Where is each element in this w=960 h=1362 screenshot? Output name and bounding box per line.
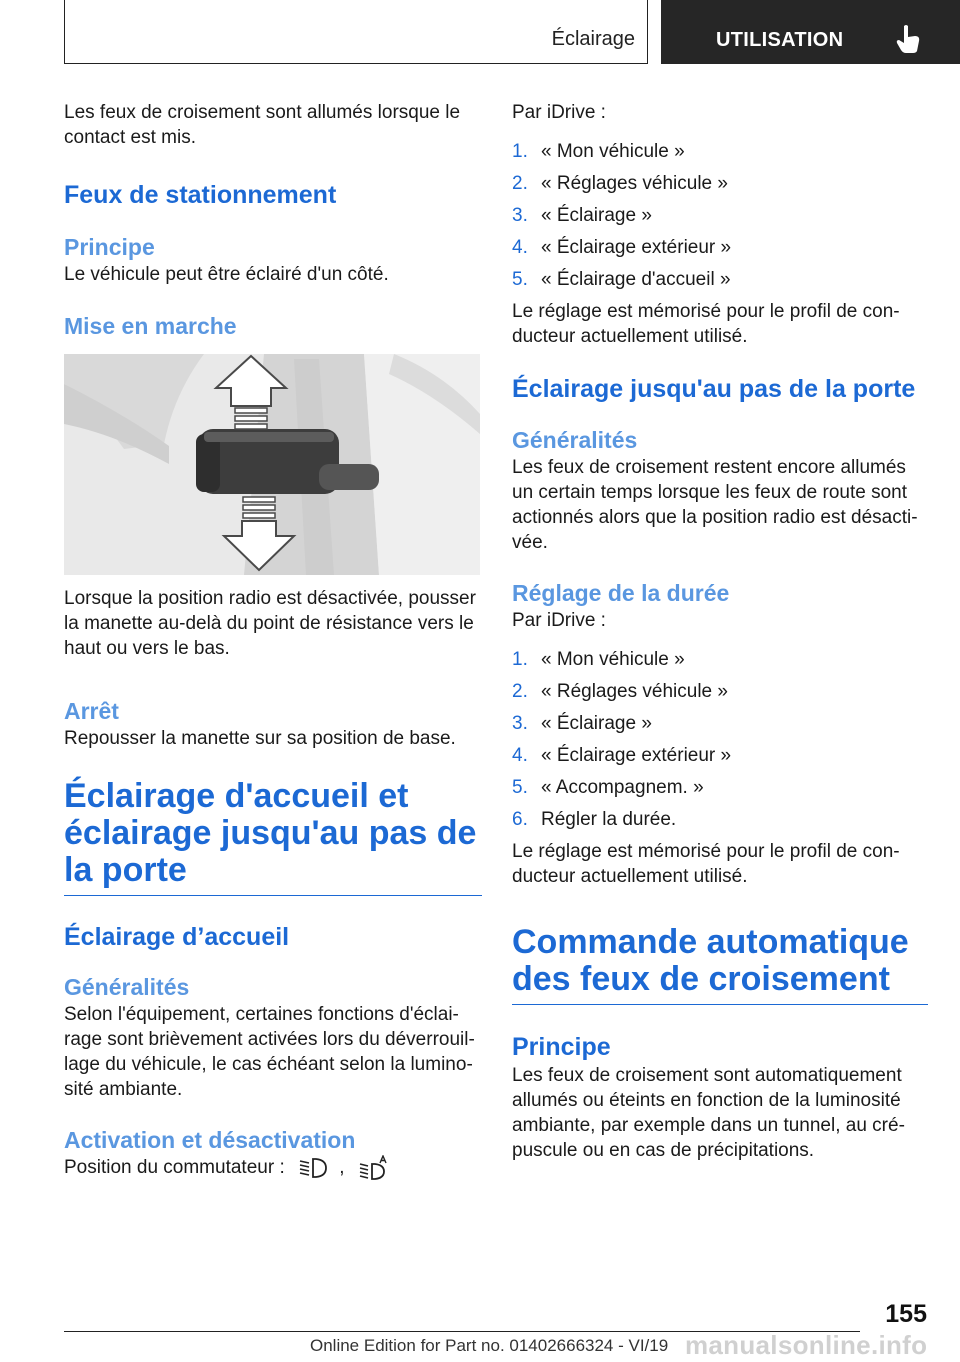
page-number: 155 [885,1300,927,1328]
activation-label: Position du commutateur : [64,1157,285,1179]
heading-eclairage-accueil-section: Éclairage d'accueil et éclairage jusqu'au pas de la porte [64,778,482,896]
heading-reglage-duree: Réglage de la durée [512,580,730,606]
heading-generalites: Généralités [64,974,190,1000]
automatic-headlight-icon [358,1155,390,1181]
header-chapter-box [661,0,960,64]
intro-text: Les feux de croisement sont allumés lorsque le contact est mis. [64,102,461,148]
heading-arret: Arrêt [64,698,119,724]
heading-eclairage-porte: Éclairage jusqu'au pas de la porte [512,375,916,403]
list-item: 5. « Éclairage d'accueil » [512,269,731,290]
right-column [512,100,928,1163]
heading-principe: Principe [64,234,155,260]
heading-eclairage-accueil: Éclairage d’accueil [64,923,290,951]
mise-en-marche-text: Lorsque la position radio est désactivée, pousser la manette au-delà du point de résistance vers le haut ou vers le bas. [64,588,476,659]
header-section-title: Éclairage [551,28,635,50]
list-item: 2. « Réglages véhicule » [512,681,728,702]
footer-edition: Online Edition for Part no. 01402666324 - VI/19 [310,1336,669,1355]
left-column [64,100,482,1181]
generalites-porte-text: Les feux de croisement restent encore allumés un certain temps lorsque les feux de route sont actionnés alors que la position radio est désactivée. [512,457,918,553]
heading-commande-automatique: Commande automatique des feux de croisement [512,924,928,1005]
list-item: 1. « Mon véhicule » [512,649,685,670]
idrive-label-1: Par iDrive : [512,102,606,123]
generalites-text: Selon l'équipement, certaines fonctions d'éclairage sont brièvement activées lors du déverrouillage du véhicule, le cas échéant selon la luminosité ambiante. [64,1004,475,1100]
header-section-box [64,0,648,64]
heading-activation: Activation et désactivation [64,1127,356,1153]
low-beam-headlight-icon [298,1156,328,1180]
idrive-label-2: Par iDrive : [512,610,606,631]
hand-pointer-icon [895,24,921,54]
watermark-logo: manualsonline.info [685,1330,928,1360]
activation-separator: , [339,1157,345,1179]
heading-generalites-porte: Généralités [512,427,638,453]
idrive-steps-accueil [512,139,928,292]
list-item: 6. Régler la durée. [512,809,677,830]
activation-text [64,1155,482,1181]
list-item: 3. « Éclairage » [512,713,652,734]
list-item: 4. « Éclairage extérieur » [512,745,732,766]
heading-principe-auto: Principe [512,1033,611,1061]
principe-text: Le véhicule peut être éclairé d'un côté. [64,264,389,285]
arret-text: Repousser la manette sur sa position de base. [64,728,456,749]
list-item: 1. « Mon véhicule » [512,141,685,162]
turn-signal-stalk-figure [64,354,480,575]
heading-feux-stationnement: Feux de stationnement [64,181,337,209]
heading-mise-en-marche: Mise en marche [64,313,237,339]
list-item: 5. « Accompagnem. » [512,777,704,798]
list-item: 4. « Éclairage extérieur » [512,237,732,258]
list-item: 2. « Réglages véhicule » [512,173,728,194]
memo-text-1: Le réglage est mémorisé pour le profil de conducteur actuellement utilisé. [512,301,900,347]
header-chapter-title: UTILISATION [716,29,844,51]
list-item: 3. « Éclairage » [512,205,652,226]
principe-auto-text: Les feux de croisement sont automatiquement allumés ou éteints en fonction de la luminosité ambiante, par exemple dans un tunnel, au crépuscule ou en cas de précipitations. [512,1065,905,1161]
memo-text-2: Le réglage est mémorisé pour le profil de conducteur actuellement utilisé. [512,841,900,887]
idrive-steps-duree [512,647,928,832]
